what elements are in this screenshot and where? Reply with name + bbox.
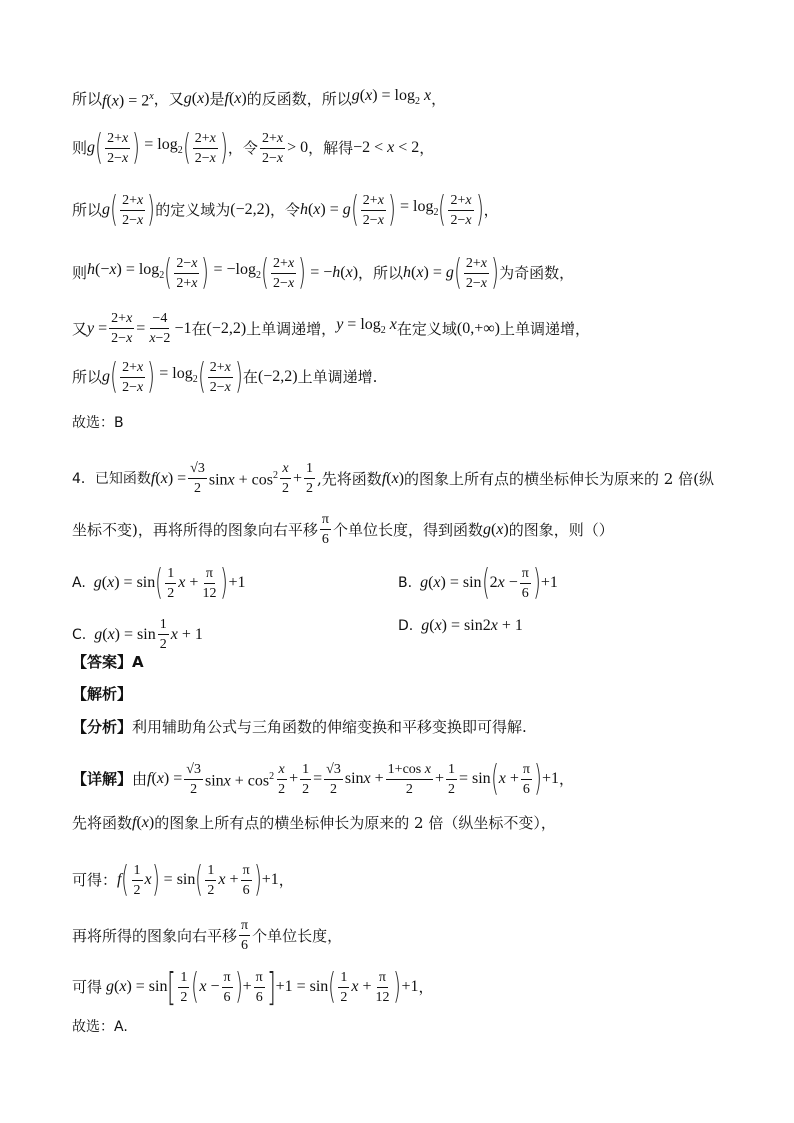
text: 为奇函数， — [499, 264, 575, 282]
math: > 0 — [287, 139, 309, 156]
text: 在 — [242, 368, 258, 386]
analysis-tag: 【解析】 — [72, 685, 133, 703]
text: 的反函数，所以 — [246, 90, 352, 109]
math: g(x) — [183, 90, 210, 108]
option-label: C. — [72, 626, 87, 643]
line-2: 则 g ( $\frac{2+x}{2-x}$ ) = $\log_2$ ( $\frac{2+x}{2-x}$ ) ，令 $\frac{2+x}{2-x}$ > 0 ，解得 −2 < x < 2 ， — [72, 127, 435, 168]
text: 由 — [132, 770, 148, 788]
text: 的图象上所有点的横坐标伸长为原来的 2 倍（纵坐标不变）， — [154, 814, 556, 832]
analysis — [72, 684, 132, 704]
text: 的图象，则（） — [508, 520, 614, 539]
fenxi-tag: 【分析】 — [72, 718, 133, 736]
text: 则 — [72, 139, 88, 157]
math: $g(x) = \log_2 x$ — [351, 87, 432, 108]
text: 先将函数 — [72, 814, 133, 832]
text: ，解得 — [308, 139, 354, 157]
math: f(x) — [224, 90, 247, 108]
math: $f(x) = 2^x$ — [102, 90, 154, 110]
text: ， — [483, 201, 499, 219]
line-1 — [72, 86, 446, 112]
text: 在定义域 — [396, 319, 457, 338]
text: ，令 — [227, 139, 258, 157]
option-b: B. g(x) = sin ( 2x − $\frac{\pi}{6}$ ) +1 — [398, 562, 558, 603]
text: 上单调递增， — [499, 319, 590, 338]
text: 坐标不变)，再将所得的图象向右平移 — [72, 520, 318, 539]
q4-line-b: 坐标不变)，再将所得的图象向右平移 $\frac{\pi}{6}$ 个单位长度，得到函数 g(x) 的图象，则（） — [72, 512, 614, 547]
text: 的图象上所有点的横坐标伸长为原来的 2 倍(纵 — [404, 469, 714, 488]
math: = $\log_2$ — [140, 135, 183, 157]
text: 则 — [72, 264, 88, 282]
text: 再将所得的图象向右平移 — [72, 926, 238, 945]
text: 个单位长度，得到函数 — [332, 520, 483, 539]
step-2: 可得： f ( $\frac{1}{2}$ x ) = sin ( $\frac{1}{2}$ x + $\frac{\pi}{6}$ ) +1 ， — [72, 859, 294, 900]
text: ， — [559, 770, 575, 788]
text: ，又 — [153, 90, 184, 109]
text: 在 — [191, 319, 207, 338]
text: ，令 — [269, 201, 300, 219]
option-a: A. g(x) = sin ( $\frac{1}{2}$ x + $\frac{\pi}{12}$ ) +1 — [72, 562, 246, 603]
text: 所以 — [72, 368, 103, 386]
text: ， — [278, 871, 294, 889]
line-3: 所以 g ( $\frac{2+x}{2-x}$ ) 的定义域为 (−2,2) ，令 h(x) = g ( $\frac{2+x}{2-x}$ ) = $\log_2$ ( $\frac{2+x}{2-x}$ ) ， — [72, 189, 499, 230]
text: 的定义域为 — [155, 201, 231, 219]
math: g — [87, 139, 96, 156]
fraction: $\frac{2+x}{2-x}$ — [107, 130, 129, 166]
text: ，所以 — [358, 264, 404, 282]
option-label: B. — [398, 575, 413, 591]
option-label: D. — [398, 618, 414, 634]
step-5 — [72, 1017, 128, 1037]
option-label: A. — [72, 575, 86, 591]
text: 上单调递增， — [246, 319, 337, 338]
xiangjie: 【详解】 由 f(x) = $\frac{√3}{2}$ $\sin x + \cos^2$ $\frac{x}{2}$ + $\frac{1}{2}$ = $\frac{√3}{2}$ sinx + $\frac{\text{1+cos x}}{2}$ + $\frac{1}{2}$ = sin ( x + $\frac{\pi}{6}$ ) +1 ， — [72, 758, 575, 799]
text: ， — [418, 978, 434, 996]
step-3: 再将所得的图象向右平移 $\frac{\pi}{6}$ 个单位长度， — [72, 918, 343, 953]
line-5: 又 y = $\frac{2+x}{2-x}$ = $\frac{-4}{x-2}$ −1 在 (−2,2) 上单调递增， $y = \log_2 x$ 在定义域 (0,+∞) 上单调递增， — [72, 311, 590, 346]
text: 故选：A. — [72, 1019, 128, 1035]
text: 上单调递增. — [297, 368, 378, 386]
text: 利用辅助角公式与三角函数的伸缩变换和平移变换即可得解. — [132, 718, 527, 736]
step-4: 可得 g(x) = sin [ $\frac{1}{2}$ ( x − $\frac{\pi}{6}$ ) + $\frac{\pi}{6}$ ] +1 = sin ( $\frac{1}{2}$ x + $\frac{\pi}{12}$ ) +1 ， — [72, 965, 434, 1009]
line-4: 则 $h(-x) = \log_2$ ( $\frac{2-x}{2+x}$ ) = $-\log_2$ ( $\frac{2+x}{2-x}$ ) = −h(x) ，所以 h(x) = g ( $\frac{2+x}{2-x}$ ) 为奇函数， — [72, 252, 575, 293]
xiangjie-tag: 【详解】 — [72, 770, 133, 788]
line-7 — [72, 413, 124, 433]
text: 可得： — [72, 871, 118, 889]
fenxi — [72, 717, 527, 737]
option-c: C. g(x) = sin $\frac{1}{2}$ x + 1 — [72, 617, 203, 652]
text: ， — [431, 90, 447, 109]
text: 可得 — [72, 978, 103, 996]
text: 所以 — [72, 201, 103, 219]
text: 所以 — [72, 90, 103, 109]
option-d: D. g(x) = sin2x + 1 — [398, 617, 523, 634]
text: 是 — [209, 90, 225, 109]
answer-tag: 【答案】A — [72, 653, 144, 671]
step-1: 先将函数 f(x) 的图象上所有点的横坐标伸长为原来的 2 倍（纵坐标不变）， — [72, 814, 556, 832]
text: 个单位长度， — [252, 926, 343, 945]
q4-line-a: 4．已知函数 f(x) = $\frac{√3}{2}$ $\sin x + \cos^2$ $\frac{x}{2}$ + $\frac{1}{2}$ ,先将函数 f(x) 的图象上所有点的横坐标伸长为原来的 2 倍(纵 — [72, 461, 714, 496]
text: 4．已知函数 — [72, 470, 151, 487]
math: −2 < x < 2 — [353, 139, 420, 156]
text: 又 — [72, 319, 88, 338]
text: ， — [419, 139, 435, 157]
answer — [72, 652, 144, 672]
text: 故选：B — [72, 415, 124, 431]
text: ,先将函数 — [317, 469, 382, 488]
line-6: 所以 g ( $\frac{2+x}{2-x}$ ) = $\log_2$ ( $\frac{2+x}{2-x}$ ) 在 (−2,2) 上单调递增. — [72, 356, 378, 397]
